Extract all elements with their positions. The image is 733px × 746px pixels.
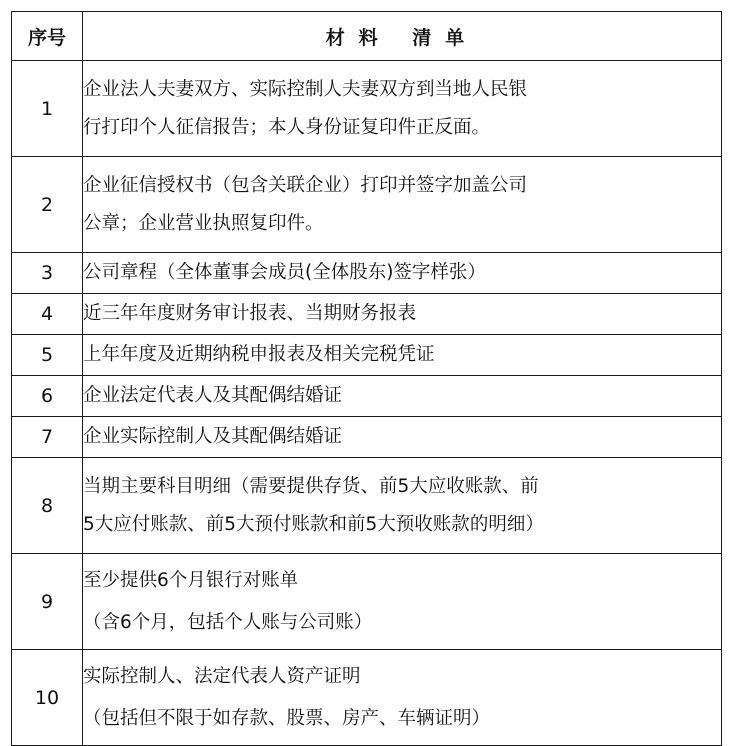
row-text-line: 实际控制人、法定代表人资产证明 xyxy=(83,665,361,687)
row-content xyxy=(83,554,722,650)
table-row xyxy=(12,417,722,458)
row-content xyxy=(83,417,722,458)
row-content xyxy=(83,335,722,376)
table-header-row xyxy=(12,12,722,61)
row-content xyxy=(83,458,722,554)
table-row xyxy=(12,61,722,157)
row-number: 9 xyxy=(12,554,83,650)
row-number: 8 xyxy=(12,458,83,554)
table-row xyxy=(12,253,722,294)
row-text-line: 企业征信授权书（包含关联企业）打印并签字加盖公司 xyxy=(83,174,528,196)
row-content xyxy=(83,376,722,417)
materials-table xyxy=(11,11,722,746)
row-text-line: 至少提供6个月银行对账单 xyxy=(83,569,299,591)
row-text-line: 公司章程（全体董事会成员(全体股东)签字样张） xyxy=(83,262,486,283)
row-text-line: 上年年度及近期纳税申报表及相关完税凭证 xyxy=(83,344,435,365)
table-row xyxy=(12,376,722,417)
row-text-line: （含6个月，包括个人账与公司账） xyxy=(83,611,373,633)
row-number: 7 xyxy=(12,417,83,458)
table-row xyxy=(12,157,722,253)
row-text-line: 企业法人夫妻双方、实际控制人夫妻双方到当地人民银 xyxy=(83,78,528,100)
row-content xyxy=(83,650,722,746)
row-text-line: 企业法定代表人及其配偶结婚证 xyxy=(83,385,343,406)
row-number: 2 xyxy=(12,157,83,253)
row-content xyxy=(83,61,722,157)
table-row xyxy=(12,294,722,335)
row-number: 3 xyxy=(12,253,83,294)
row-number: 4 xyxy=(12,294,83,335)
row-text-line: 近三年年度财务审计报表、当期财务报表 xyxy=(83,303,417,324)
row-text-line: 企业实际控制人及其配偶结婚证 xyxy=(83,426,343,447)
row-text-line: （包括但不限于如存款、股票、房产、车辆证明） xyxy=(83,707,491,729)
row-text-line: 5大应付账款、前5大预付账款和前5大预收账款的明细） xyxy=(83,513,544,535)
row-text-line: 行打印个人征信报告；本人身份证复印件正反面。 xyxy=(83,116,491,138)
row-text-line: 当期主要科目明细（需要提供存货、前5大应收账款、前 xyxy=(83,475,539,497)
row-number: 10 xyxy=(12,650,83,746)
row-number: 5 xyxy=(12,335,83,376)
row-number: 6 xyxy=(12,376,83,417)
row-content xyxy=(83,253,722,294)
row-content xyxy=(83,294,722,335)
header-serial-number: 序号 xyxy=(12,12,83,61)
table-row xyxy=(12,650,722,746)
row-content xyxy=(83,157,722,253)
table-row xyxy=(12,554,722,650)
header-materials-list: 材料 清单 xyxy=(83,12,722,61)
row-text-line: 公章；企业营业执照复印件。 xyxy=(83,212,324,234)
row-number: 1 xyxy=(12,61,83,157)
table-row xyxy=(12,335,722,376)
table-row xyxy=(12,458,722,554)
